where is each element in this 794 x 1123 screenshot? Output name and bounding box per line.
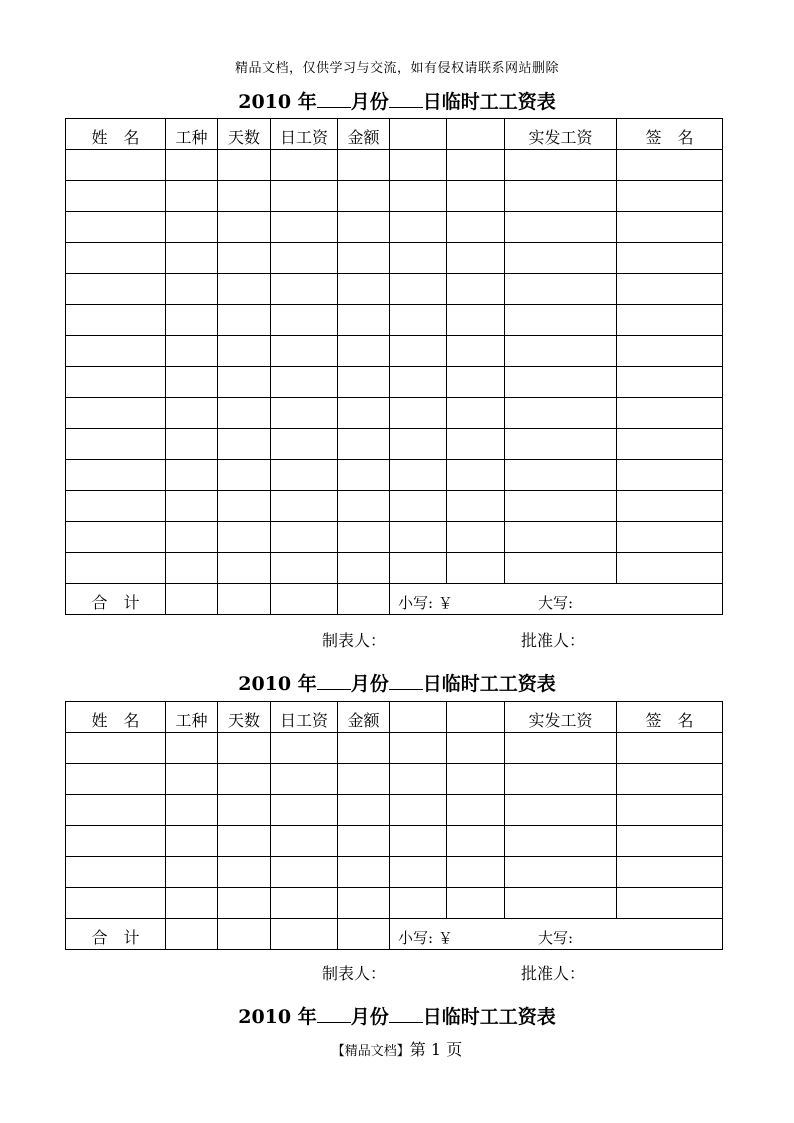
table-2-title [0,669,794,696]
table-cell[interactable] [271,150,338,181]
table-cell[interactable] [166,764,218,795]
table-cell[interactable] [390,764,447,795]
table-cell[interactable] [447,243,505,274]
table-cell[interactable] [390,733,447,764]
table-cell[interactable] [505,888,617,919]
table-cell[interactable] [218,888,271,919]
footer-page-prefix: 第 [409,1040,426,1059]
header-signature: 签 名 [617,119,723,150]
table-cell[interactable] [166,491,218,522]
table-cell[interactable] [218,460,271,491]
total-cell [338,584,390,615]
table-3-title [0,1002,794,1029]
table-header-row [66,119,723,150]
header-actual-pay: 实发工资 [505,119,617,150]
wage-table-1 [65,118,723,615]
table-cell[interactable] [447,429,505,460]
header-amount: 金额 [338,702,390,733]
table-cell[interactable] [66,553,166,584]
title-year: 2010 年 [238,673,317,695]
page-footer [0,1037,794,1060]
table-cell[interactable] [271,733,338,764]
table-cell[interactable] [218,429,271,460]
header-blank-2 [447,119,505,150]
table-cell[interactable] [338,491,390,522]
title-month: 月份 [350,1006,389,1028]
table-cell[interactable] [218,274,271,305]
header-blank-1 [390,702,447,733]
table-cell[interactable] [338,764,390,795]
table-cell[interactable] [505,305,617,336]
table-cell[interactable] [271,553,338,584]
table-cell[interactable] [447,522,505,553]
table-cell[interactable] [447,764,505,795]
table-cell[interactable] [218,764,271,795]
table-row [66,367,723,398]
header-blank-1 [390,119,447,150]
table-cell[interactable] [338,857,390,888]
table-cell[interactable] [505,857,617,888]
table-cell[interactable] [390,336,447,367]
table-cell[interactable] [447,336,505,367]
header-job: 工种 [166,119,218,150]
table-cell[interactable] [66,150,166,181]
table-cell[interactable] [271,274,338,305]
table-cell[interactable] [390,367,447,398]
watermark-text: 精品文档，仅供学习与交流，如有侵权请联系网站删除 [234,61,559,76]
table-cell[interactable] [390,429,447,460]
table-cell[interactable] [66,888,166,919]
table-cell[interactable] [505,522,617,553]
table-cell[interactable] [218,522,271,553]
header-signature: 签 名 [617,702,723,733]
table-cell[interactable] [505,212,617,243]
table-cell[interactable] [166,274,218,305]
table-cell[interactable] [447,491,505,522]
table-cell[interactable] [617,367,723,398]
table-row [66,553,723,584]
table-cell[interactable] [617,460,723,491]
table-cell[interactable] [447,181,505,212]
table-cell[interactable] [338,367,390,398]
table-cell[interactable] [390,212,447,243]
table-cell[interactable] [617,857,723,888]
total-label: 合 计 [66,919,166,950]
table-cell[interactable] [505,274,617,305]
total-row [66,584,723,615]
footer-page-suffix: 页 [446,1040,463,1059]
wage-table-2 [65,701,723,950]
table-cell[interactable] [166,336,218,367]
header-daily-wage: 日工资 [271,119,338,150]
table-cell[interactable] [338,826,390,857]
table-row [66,243,723,274]
table-cell[interactable] [166,826,218,857]
title-month: 月份 [350,91,389,113]
table-cell[interactable] [617,764,723,795]
table-cell[interactable] [338,553,390,584]
table-cell[interactable] [617,888,723,919]
table-cell[interactable] [218,367,271,398]
table-cell[interactable] [390,857,447,888]
table-cell[interactable] [218,181,271,212]
footer-page-number: 1 [430,1040,442,1059]
table-cell[interactable] [271,212,338,243]
table-cell[interactable] [271,795,338,826]
table-cell[interactable] [338,522,390,553]
table-cell[interactable] [390,795,447,826]
table-cell[interactable] [447,857,505,888]
title-month: 月份 [350,673,389,695]
table-cell[interactable] [218,212,271,243]
table-cell[interactable] [66,826,166,857]
table-cell[interactable] [447,733,505,764]
month-blank [317,1004,351,1023]
table-cell[interactable] [271,243,338,274]
table-cell[interactable] [617,733,723,764]
table-cell[interactable] [447,212,505,243]
table-cell[interactable] [66,522,166,553]
table-cell[interactable] [166,181,218,212]
table-cell[interactable] [338,305,390,336]
table-cell[interactable] [338,429,390,460]
table-cell[interactable] [271,181,338,212]
table-cell[interactable] [505,553,617,584]
table-cell[interactable] [166,795,218,826]
table-cell[interactable] [66,764,166,795]
table-cell[interactable] [617,553,723,584]
table-cell[interactable] [271,460,338,491]
total-amount-cell [390,584,723,615]
table-cell[interactable] [271,305,338,336]
table-cell[interactable] [338,243,390,274]
table-cell[interactable] [218,305,271,336]
table-cell[interactable] [271,888,338,919]
table-cell[interactable] [505,243,617,274]
header-amount: 金额 [338,119,390,150]
total-cell [218,584,271,615]
table-row [66,181,723,212]
table-cell[interactable] [66,460,166,491]
table-cell[interactable] [271,857,338,888]
table-row [66,522,723,553]
table-cell[interactable] [390,150,447,181]
upper-case-label: 大写: [538,594,574,612]
table-cell[interactable] [338,336,390,367]
total-label: 合 计 [66,584,166,615]
header-name: 姓 名 [66,119,166,150]
table-row [66,733,723,764]
table-row [66,857,723,888]
table-cell[interactable] [166,367,218,398]
table-cell[interactable] [66,274,166,305]
table-cell[interactable] [218,243,271,274]
table-cell[interactable] [505,181,617,212]
table-cell[interactable] [617,398,723,429]
table-cell[interactable] [505,429,617,460]
table-2-body [66,733,723,919]
table-cell[interactable] [271,826,338,857]
table-cell[interactable] [447,367,505,398]
table-cell[interactable] [166,888,218,919]
total-cell [338,919,390,950]
table-cell[interactable] [218,795,271,826]
table-cell[interactable] [271,398,338,429]
title-day: 日临时工工资表 [422,91,556,113]
table-1-body [66,150,723,584]
table-cell[interactable] [338,888,390,919]
table-cell[interactable] [338,212,390,243]
table-cell[interactable] [218,336,271,367]
table-cell[interactable] [617,336,723,367]
preparer-label: 制表人： [322,964,387,983]
table-cell[interactable] [66,733,166,764]
table-cell[interactable] [218,150,271,181]
title-year: 2010 年 [238,91,317,113]
table-cell[interactable] [66,491,166,522]
table-cell[interactable] [338,733,390,764]
table-cell[interactable] [505,336,617,367]
table-row [66,888,723,919]
table-cell[interactable] [338,795,390,826]
table-cell[interactable] [66,181,166,212]
table-row [66,398,723,429]
table-cell[interactable] [166,460,218,491]
table-cell[interactable] [390,274,447,305]
table-cell[interactable] [271,764,338,795]
table-cell[interactable] [617,274,723,305]
table-cell[interactable] [66,336,166,367]
table-header-row [66,702,723,733]
table-cell[interactable] [218,733,271,764]
table-cell[interactable] [617,429,723,460]
table-cell[interactable] [166,398,218,429]
lower-case-label: 小写: ￥ [398,594,453,612]
table-cell[interactable] [617,795,723,826]
table-row [66,305,723,336]
table-cell[interactable] [390,826,447,857]
table-cell[interactable] [617,491,723,522]
total-cell [218,919,271,950]
table-cell[interactable] [390,305,447,336]
table-cell[interactable] [617,181,723,212]
table-cell[interactable] [447,150,505,181]
table-cell[interactable] [617,826,723,857]
title-day: 日临时工工资表 [422,1006,556,1028]
total-cell [271,584,338,615]
month-blank [317,671,351,690]
table-row [66,764,723,795]
table-row [66,336,723,367]
table-cell[interactable] [338,398,390,429]
table-cell[interactable] [218,826,271,857]
table-cell[interactable] [390,491,447,522]
table-cell[interactable] [218,553,271,584]
table-cell[interactable] [505,826,617,857]
title-year: 2010 年 [238,1006,317,1028]
table-cell[interactable] [166,305,218,336]
total-cell [166,919,218,950]
table-cell[interactable] [505,367,617,398]
table-cell[interactable] [271,429,338,460]
table-cell[interactable] [447,305,505,336]
table-row [66,429,723,460]
header-name: 姓 名 [66,702,166,733]
table-cell[interactable] [447,398,505,429]
table-cell[interactable] [505,460,617,491]
table-cell[interactable] [66,243,166,274]
table-cell[interactable] [271,491,338,522]
total-cell [271,919,338,950]
table-row [66,274,723,305]
table-cell[interactable] [338,181,390,212]
table-cell[interactable] [66,367,166,398]
table-cell[interactable] [218,491,271,522]
table-cell[interactable] [617,305,723,336]
table-cell[interactable] [166,857,218,888]
table-row [66,150,723,181]
day-blank [389,89,423,108]
table-cell[interactable] [166,243,218,274]
approver-label: 批准人： [521,964,586,983]
table-cell[interactable] [505,795,617,826]
preparer-label: 制表人： [322,631,387,650]
upper-case-label: 大写: [538,929,574,947]
table-cell[interactable] [271,522,338,553]
table-cell[interactable] [447,553,505,584]
total-amount-cell [390,919,723,950]
table-cell[interactable] [166,733,218,764]
header-actual-pay: 实发工资 [505,702,617,733]
table-cell[interactable] [66,398,166,429]
table-row [66,212,723,243]
table-cell[interactable] [166,429,218,460]
total-cell [166,584,218,615]
table-cell[interactable] [66,305,166,336]
table-cell[interactable] [166,522,218,553]
table-cell[interactable] [447,795,505,826]
table-cell[interactable] [66,212,166,243]
table-row [66,826,723,857]
table-cell[interactable] [166,212,218,243]
table-cell[interactable] [338,274,390,305]
table-cell[interactable] [617,212,723,243]
table-cell[interactable] [66,429,166,460]
table-cell[interactable] [66,795,166,826]
header-daily-wage: 日工资 [271,702,338,733]
table-cell[interactable] [617,522,723,553]
table-cell[interactable] [271,336,338,367]
table-row [66,795,723,826]
day-blank [389,1004,423,1023]
table-cell[interactable] [390,888,447,919]
table-cell[interactable] [338,150,390,181]
month-blank [317,89,351,108]
table-cell[interactable] [271,367,338,398]
table-cell[interactable] [166,150,218,181]
day-blank [389,671,423,690]
lower-case-label: 小写: ￥ [398,929,453,947]
table-cell[interactable] [505,491,617,522]
table-cell[interactable] [390,398,447,429]
header-job: 工种 [166,702,218,733]
table-cell[interactable] [166,553,218,584]
table-cell[interactable] [505,150,617,181]
title-day: 日临时工工资表 [422,673,556,695]
table-cell[interactable] [505,398,617,429]
footer-bracket-text: 【精品文档】 [331,1044,410,1059]
table-row [66,460,723,491]
table-cell[interactable] [505,764,617,795]
table-cell[interactable] [218,398,271,429]
table-cell[interactable] [390,522,447,553]
table-cell[interactable] [218,857,271,888]
table-1-title [0,87,794,114]
table-cell[interactable] [338,460,390,491]
table-cell[interactable] [617,150,723,181]
table-cell[interactable] [390,243,447,274]
table-cell[interactable] [617,243,723,274]
header-days: 天数 [218,119,271,150]
table-cell[interactable] [447,826,505,857]
table-row [66,491,723,522]
table-cell[interactable] [447,460,505,491]
table-cell[interactable] [390,553,447,584]
table-cell[interactable] [66,857,166,888]
approver-label: 批准人： [521,631,586,650]
table-cell[interactable] [505,733,617,764]
table-cell[interactable] [390,181,447,212]
table-cell[interactable] [390,460,447,491]
total-row [66,919,723,950]
table-cell[interactable] [447,274,505,305]
header-days: 天数 [218,702,271,733]
table-cell[interactable] [447,888,505,919]
header-blank-2 [447,702,505,733]
